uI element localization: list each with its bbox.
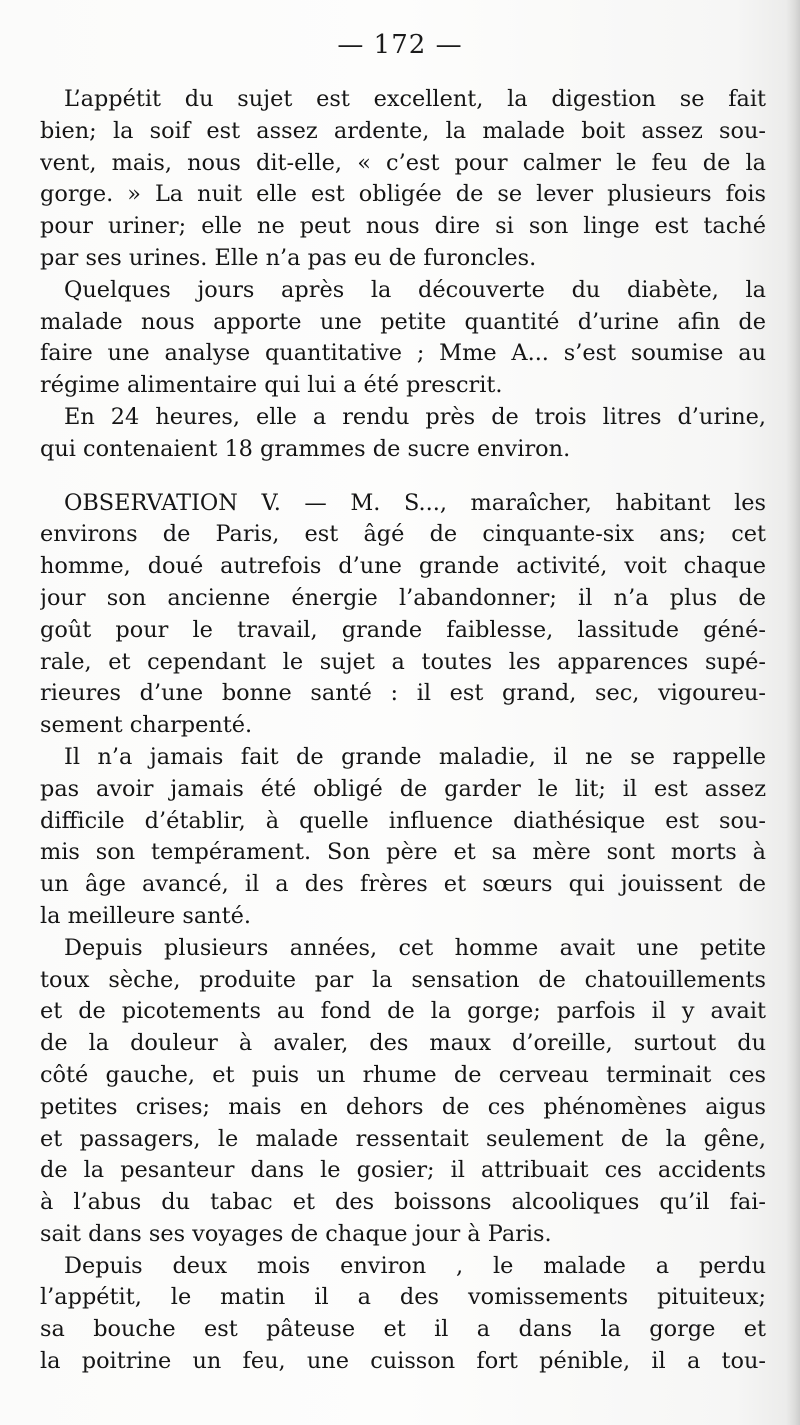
text-line: pas avoir jamais été obligé de garder le lit; il est assez: [40, 775, 766, 802]
text-line: pour uriner; elle ne peut nous dire si son linge est taché: [40, 213, 766, 240]
text-line: Il n’a jamais fait de grande maladie, il ne se rappelle: [64, 743, 766, 770]
text-line: environs de Paris, est âgé de cinquante-six ans; cet: [40, 521, 766, 548]
text-line: jour son ancienne énergie l’abandonner; il n’a plus de: [40, 584, 766, 611]
text-line: mis son tempérament. Son père et sa mère sont morts à: [40, 839, 766, 866]
text-line: et passagers, le malade ressentait seulement de la gêne,: [40, 1125, 766, 1152]
text-line: la meilleure santé.: [40, 902, 251, 929]
text-line: Depuis deux mois environ , le malade a perdu: [64, 1252, 766, 1279]
text-line: rieures d’une bonne santé : il est grand, sec, vigoureu-: [40, 680, 766, 707]
text-line: par ses urines. Elle n’a pas eu de furoncles.: [40, 244, 537, 271]
page-edge-shadow: [786, 0, 800, 1425]
text-line: gorge. » La nuit elle est obligée de se lever plusieurs fois: [40, 181, 766, 208]
text-line: faire une analyse quantitative ; Mme A... s’est soumise au: [40, 340, 766, 367]
text-line: la poitrine un feu, une cuisson fort pénible, il a tou-: [40, 1348, 766, 1375]
text-line: côté gauche, et puis un rhume de cerveau terminait ces: [40, 1061, 766, 1088]
text-line: goût pour le travail, grande faiblesse, lassitude géné-: [40, 616, 766, 643]
text-line: régime alimentaire qui lui a été prescrit.: [40, 372, 503, 399]
text-line: difficile d’établir, à quelle influence diathésique est sou-: [40, 807, 766, 834]
body-text: [40, 84, 766, 1378]
text-line: et de picotements au fond de la gorge; parfois il y avait: [40, 998, 766, 1025]
text-line: qui contenaient 18 grammes de sucre environ.: [40, 435, 571, 462]
text-line: sa bouche est pâteuse et il a dans la gorge et: [40, 1316, 766, 1343]
text-line: petites crises; mais en dehors de ces phénomènes aigus: [40, 1093, 766, 1120]
section-gap: [40, 466, 766, 488]
text-line: sement charpenté.: [40, 712, 253, 739]
observation-heading-line: OBSERVATION V. — M. S..., maraîcher, habitant les: [64, 489, 766, 516]
text-line: vent, mais, nous dit-elle, « c’est pour calmer le feu de la: [40, 149, 766, 176]
text-line: l’appétit, le matin il a des vomissements pituiteux;: [40, 1284, 766, 1311]
text-line: malade nous apporte une petite quantité d’urine afin de: [40, 308, 766, 335]
text-line: bien; la soif est assez ardente, la malade boit assez sou-: [40, 117, 766, 144]
text-line: En 24 heures, elle a rendu près de trois litres d’urine,: [64, 403, 766, 430]
text-line: Quelques jours après la découverte du diabète, la: [64, 276, 766, 303]
text-line: rale, et cependant le sujet a toutes les apparences supé-: [40, 648, 766, 675]
text-line: sait dans ses voyages de chaque jour à Paris.: [40, 1220, 552, 1247]
text-line: de la pesanteur dans le gosier; il attribuait ces accidents: [40, 1157, 766, 1184]
page-number: — 172 —: [337, 30, 463, 60]
text-line: de la douleur à avaler, des maux d’oreille, surtout du: [40, 1030, 766, 1057]
text-line: L’appétit du sujet est excellent, la digestion se fait: [64, 86, 766, 112]
text-line: homme, doué autrefois d’une grande activité, voit chaque: [40, 553, 766, 580]
text-line: à l’abus du tabac et des boissons alcooliques qu’il fai-: [40, 1189, 766, 1216]
text-line: Depuis plusieurs années, cet homme avait une petite: [64, 934, 766, 961]
text-line: un âge avancé, il a des frères et sœurs qui jouissent de: [40, 871, 766, 898]
text-line: toux sèche, produite par la sensation de chatouillements: [40, 966, 766, 993]
